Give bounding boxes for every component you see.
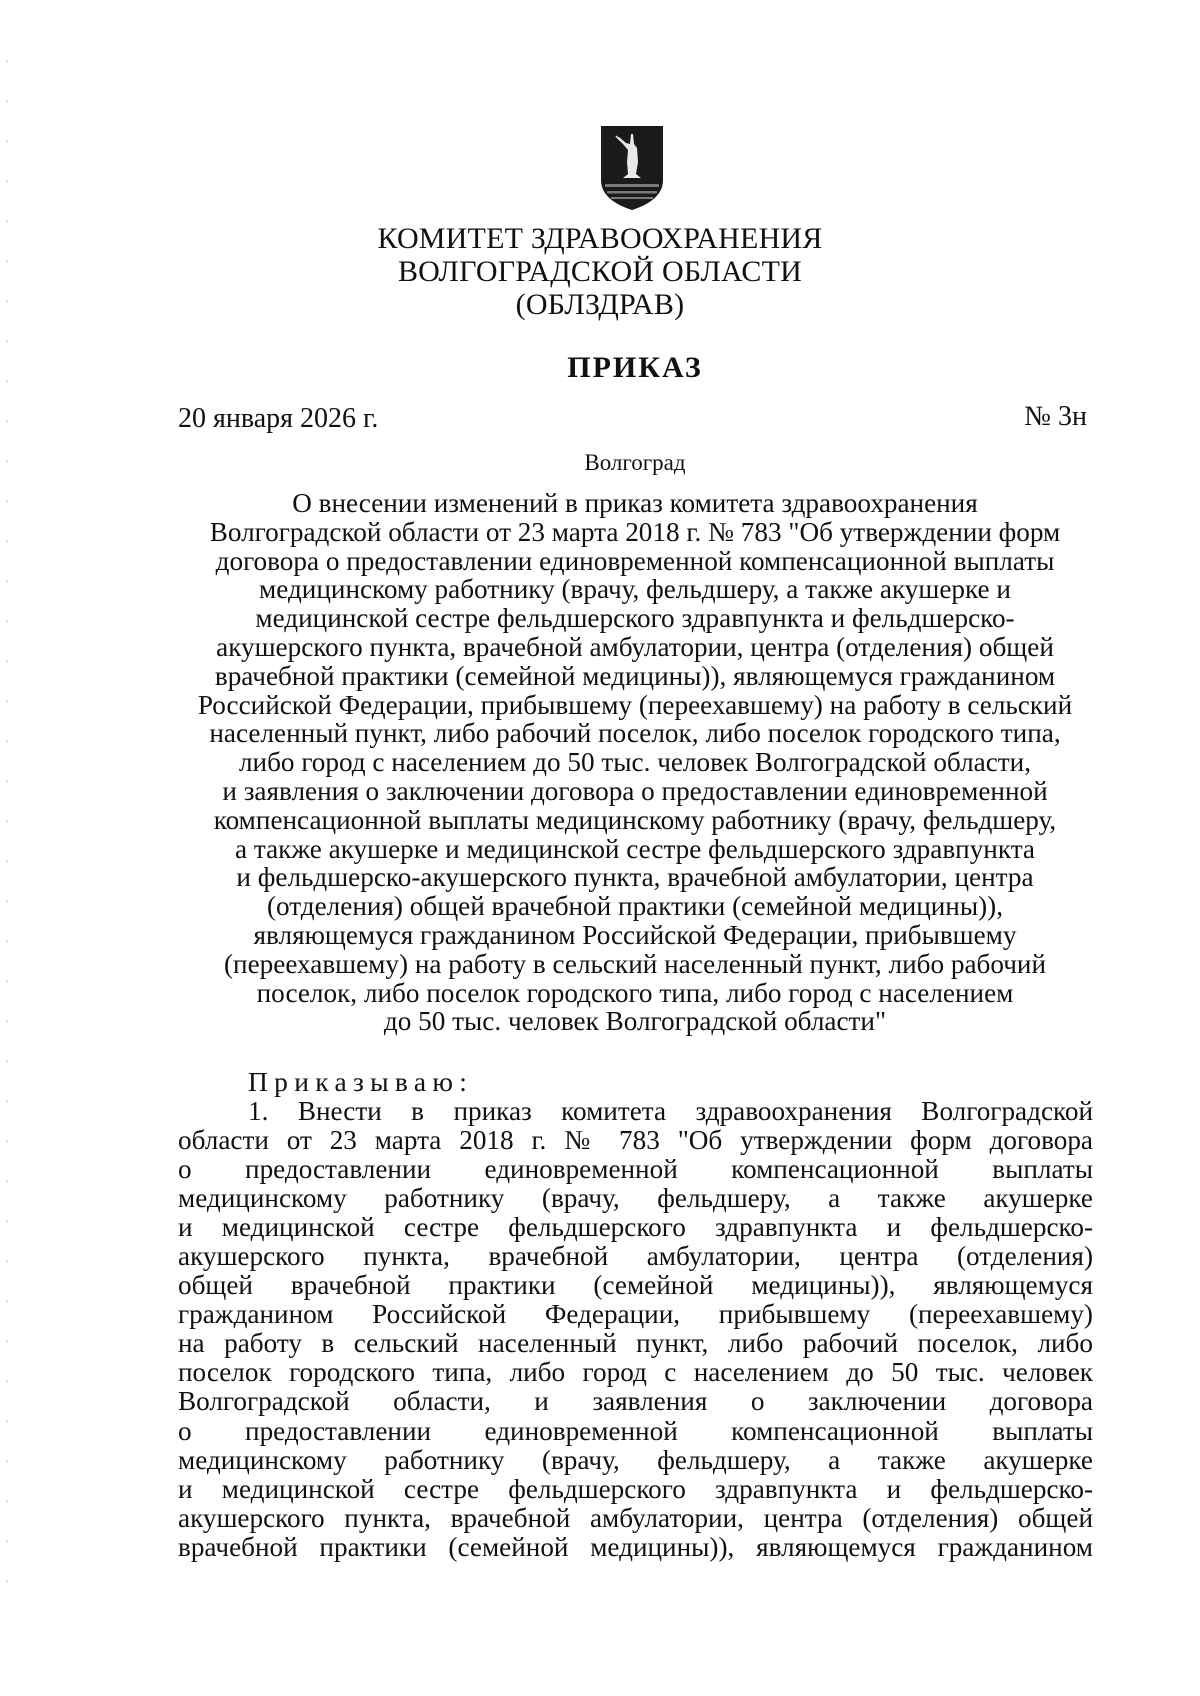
body-line: медицинскому работнику (врачу, фельдшеру, а также акушерке [178,1184,1093,1214]
body-line: акушерского пункта, врачебной амбулатории, центра (отделения) общей [178,1503,1093,1533]
org-line-3: (ОБЛЗДРАВ) [515,288,685,321]
subject-line: Волгоградской области от 23 марта 2018 г. № 783 "Об утверждении форм [209,516,1061,547]
subject-line: Российской Федерации, прибывшему (переехавшему) на работу в сельский [197,689,1073,720]
subject-line: (отделения) общей врачебной практики (семейной медицины)), [266,891,1004,922]
body-line: врачебной практики (семейной медицины)), являющемуся гражданином [178,1532,1093,1562]
subject-line: поселок, либо поселок городского типа, либо город с населением [256,977,1014,1008]
body-line: и медицинской сестре фельдшерского здравпункта и фельдшерско- [178,1474,1093,1504]
body-line: о предоставлении единовременной компенсационной выплаты [178,1416,1093,1446]
org-line-2: ВОЛГОГРАДСКОЙ ОБЛАСТИ [397,255,803,288]
order-number: № 3н [1024,401,1087,432]
subject-line: и заявления о заключении договора о предоставлении единовременной [222,775,1048,806]
body-line: поселок городского типа, либо город с населением до 50 тыс. человек [178,1358,1093,1388]
org-line-1: КОМИТЕТ ЗДРАВООХРАНЕНИЯ [377,222,823,255]
body-line: 1. Внести в приказ комитета здравоохранения Волгоградской [248,1097,1093,1126]
subject-line: (переехавшему) на работу в сельский населенный пункт, либо рабочий [223,948,1047,979]
subject-line: либо город с населением до 50 тыс. человек Волгоградской области, [238,747,1032,778]
order-verb: Приказываю: [248,1066,474,1097]
body-line: о предоставлении единовременной компенсационной выплаты [178,1155,1093,1185]
body-line: общей врачебной практики (семейной медицины)), являющемуся [178,1271,1093,1301]
subject-line: компенсационной выплаты медицинскому работнику (врачу, фельдшеру, [213,804,1057,835]
subject-line: населенный пункт, либо рабочий поселок, либо поселок городского типа, [209,718,1061,749]
body-line: акушерского пункта, врачебной амбулатории, центра (отделения) [178,1242,1093,1272]
subject-line: медицинскому работнику (врачу, фельдшеру, а также акушерке и [259,574,1011,605]
body-line: и медицинской сестре фельдшерского здравпункта и фельдшерско- [178,1213,1093,1243]
subject-line: акушерского пункта, врачебной амбулатории, центра (отделения) общей [216,631,1054,662]
body-line: медицинскому работнику (врачу, фельдшеру, а также акушерке [178,1445,1093,1475]
order-body [178,1097,1093,1562]
subject-line: до 50 тыс. человек Волгоградской области" [383,1006,887,1037]
subject-line: являющемуся гражданином Российской Федерации, прибывшему [253,919,1017,950]
subject-line: а также акушерке и медицинской сестре фельдшерского здравпункта [235,833,1035,864]
subject-line: медицинской сестре фельдшерского здравпункта и фельдшерско- [255,603,1015,634]
body-line: Волгоградской области, и заявления о заключении договора [178,1387,1093,1417]
order-subject [170,489,1100,1036]
subject-line: договора о предоставлении единовременной компенсационной выплаты [215,545,1055,576]
issue-city: Волгоград [584,450,686,475]
document-type-title: ПРИКАЗ [567,351,703,384]
organization-name [0,222,1200,321]
subject-line: врачебной практики (семейной медицины)), являющемуся гражданином [214,660,1056,691]
subject-line: О внесении изменений в приказ комитета здравоохранения [292,488,978,518]
order-date: 20 января 2026 г. [178,403,379,434]
body-line: области от 23 марта 2018 г. № 783 "Об утверждении форм договора [178,1126,1093,1156]
body-line: гражданином Российской Федерации, прибывшему (переехавшему) [178,1300,1093,1330]
subject-line: и фельдшерско-акушерского пункта, врачебной амбулатории, центра [236,862,1034,893]
volgograd-coat-of-arms-icon [597,122,667,212]
body-line: на работу в сельский населенный пункт, либо рабочий поселок, либо [178,1329,1093,1359]
